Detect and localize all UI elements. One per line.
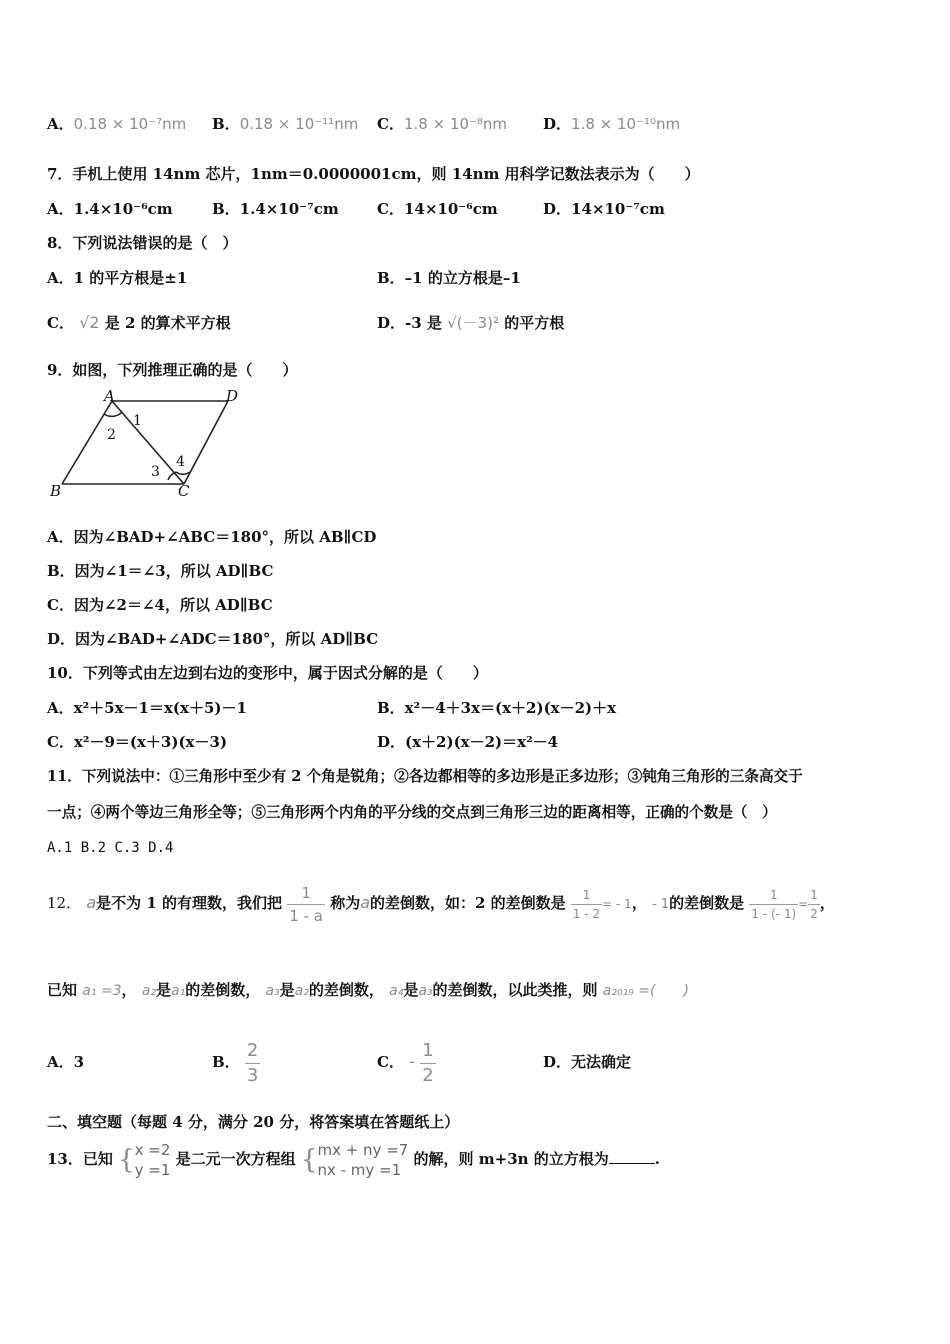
q12-option-a: A．3 [47, 1053, 85, 1071]
label-d: D [226, 388, 239, 405]
q9-parallelogram-figure [40, 388, 260, 503]
q12-fraction-half: $\frac{1}{2}$ [810, 887, 818, 921]
q6-option-d-expr: 1.8 × 10⁻¹⁰nm [571, 115, 681, 133]
q7-option-b: B．1.4×10⁻⁷cm [212, 200, 339, 218]
q6-option-d: D．1.8 × 10⁻¹⁰nm [543, 115, 681, 133]
q6-option-b: B．0.18 × 10⁻¹¹nm [212, 115, 359, 133]
q7-option-d: D．14×10⁻⁷cm [543, 200, 665, 218]
q8-option-b: B．–1 的立方根是–1 [377, 269, 521, 287]
q9-stem: 9．如图，下列推理正确的是（ ） [47, 361, 298, 379]
angle-2-label: 2 [107, 427, 116, 443]
q11-stem-line1: 11．下列说法中：①三角形中至少有 2 个角是锐角；②各边都相等的多边形是正多边形；③钝角三角形的三条高交于 [47, 768, 803, 785]
q7-option-c: C．14×10⁻⁶cm [377, 200, 498, 218]
section-2-title: 二、填空题（每题 4 分，满分 20 分，将答案填在答题纸上） [47, 1113, 460, 1131]
q12-fraction-1-over-1-minus-a: $\frac{1}{1 - a}$ [289, 883, 323, 925]
q8-stem: 8．下列说法错误的是（ ） [47, 234, 238, 252]
q10-option-b: B．x²－4＋3x＝(x＋2)(x－2)＋x [377, 699, 617, 717]
q12-option-d: D．无法确定 [543, 1053, 632, 1071]
q12-stem-line2: 已知 a₁ =3， a₂是a₁的差倒数， a₃是a₂的差倒数， a₄是a₃的差倒数，以此类推，则 a₂₀₁₉ =( ) [47, 981, 689, 999]
q8-option-c: C． √2 是 2 的算术平方根 [47, 313, 231, 332]
q12-option-c: C． - $\frac{1}{2}$ [377, 1039, 434, 1086]
q13-brace-2: { [300, 1145, 318, 1175]
q12-fraction-example-minus-1: $\frac{1}{1 - (- 1)}$ [751, 887, 797, 921]
q12-option-b: B． $\frac{2}{3}$ [212, 1039, 259, 1086]
q11-options: A.1 B.2 C.3 D.4 [47, 840, 174, 856]
q11-stem-line2: 一点；④两个等边三角形全等；⑤三角形两个内角的平分线的交点到三角形三边的距离相等，正确的个数是（ ） [47, 804, 777, 821]
q10-stem: 10．下列等式由左边到右边的变形中，属于因式分解的是（ ） [47, 664, 488, 682]
q9-option-a: A．因为∠BAD+∠ABC＝180°，所以 AB∥CD [47, 528, 377, 546]
sqrt-neg3-squared-math: √(－3)² [447, 314, 499, 332]
q8-option-d: D．-3 是 √(－3)² 的平方根 [377, 314, 565, 332]
q12-option-c-fraction: $\frac{1}{2}$ [422, 1039, 434, 1086]
q9-option-c: C．因为∠2＝∠4，所以 AD∥BC [47, 596, 273, 614]
q13-solution-system: x =2 y =1 [134, 1141, 171, 1179]
q12-stem-line1: 12． a是不为 1 的有理数，我们把 $\frac{1}{1 - a}$ 称为a的差倒数，如：2 的差倒数是 $\frac{1}{1 - 2}$ = - 1， - 1的差倒数是 $\frac{1}{1 - (- 1)}$ = $\frac{1}{2}$ ， [47, 883, 835, 925]
q12-option-b-fraction: $\frac{2}{3}$ [246, 1039, 259, 1086]
label-a: A [104, 388, 115, 405]
q6-option-c-expr: 1.8 × 10⁻⁸nm [403, 115, 508, 133]
q9-option-b: B．因为∠1＝∠3，所以 AD∥BC [47, 562, 274, 580]
q6-option-b-expr: 0.18 × 10⁻¹¹nm [239, 115, 359, 133]
q13-answer-blank[interactable] [609, 1163, 655, 1164]
q8-option-a: A．1 的平方根是±1 [47, 269, 188, 287]
label-b: B [50, 482, 62, 500]
q13-equation-system: mx + ny =7 nx - my =1 [317, 1141, 409, 1179]
q6-option-a-expr: 0.18 × 10⁻⁷nm [73, 115, 187, 133]
angle-3-label: 3 [151, 464, 160, 480]
q7-stem: 7．手机上使用 14nm 芯片，1nm＝0.0000001cm，则 14nm 用科学记数法表示为（ ） [47, 165, 700, 183]
q7-option-a: A．1.4×10⁻⁶cm [47, 200, 173, 218]
q9-option-d: D．因为∠BAD+∠ADC＝180°，所以 AD∥BC [47, 630, 379, 648]
q6-option-c: C．1.8 × 10⁻⁸nm [377, 115, 508, 133]
angle-1-label: 1 [133, 413, 142, 429]
q10-option-a: A．x²＋5x－1＝x(x＋5)－1 [47, 699, 247, 717]
q10-option-d: D．(x＋2)(x－2)＝x²－4 [377, 733, 559, 751]
q13-brace-1: { [118, 1145, 135, 1175]
q6-option-a: A．0.18 × 10⁻⁷nm [47, 115, 187, 133]
sqrt2-math: √2 [79, 313, 100, 332]
q10-option-c: C．x²－9＝(x＋3)(x－3) [47, 733, 228, 751]
q13-stem: 13．已知 { x =2 y =1 是二元一次方程组 { mx + ny =7 nx - my =1 的解，则 m+3n 的立方根为 . [47, 1141, 661, 1179]
q12-fraction-example-2: $\frac{1}{1 - 2}$ [572, 887, 601, 921]
label-c: C [178, 482, 190, 500]
angle-4-label: 4 [176, 454, 185, 470]
